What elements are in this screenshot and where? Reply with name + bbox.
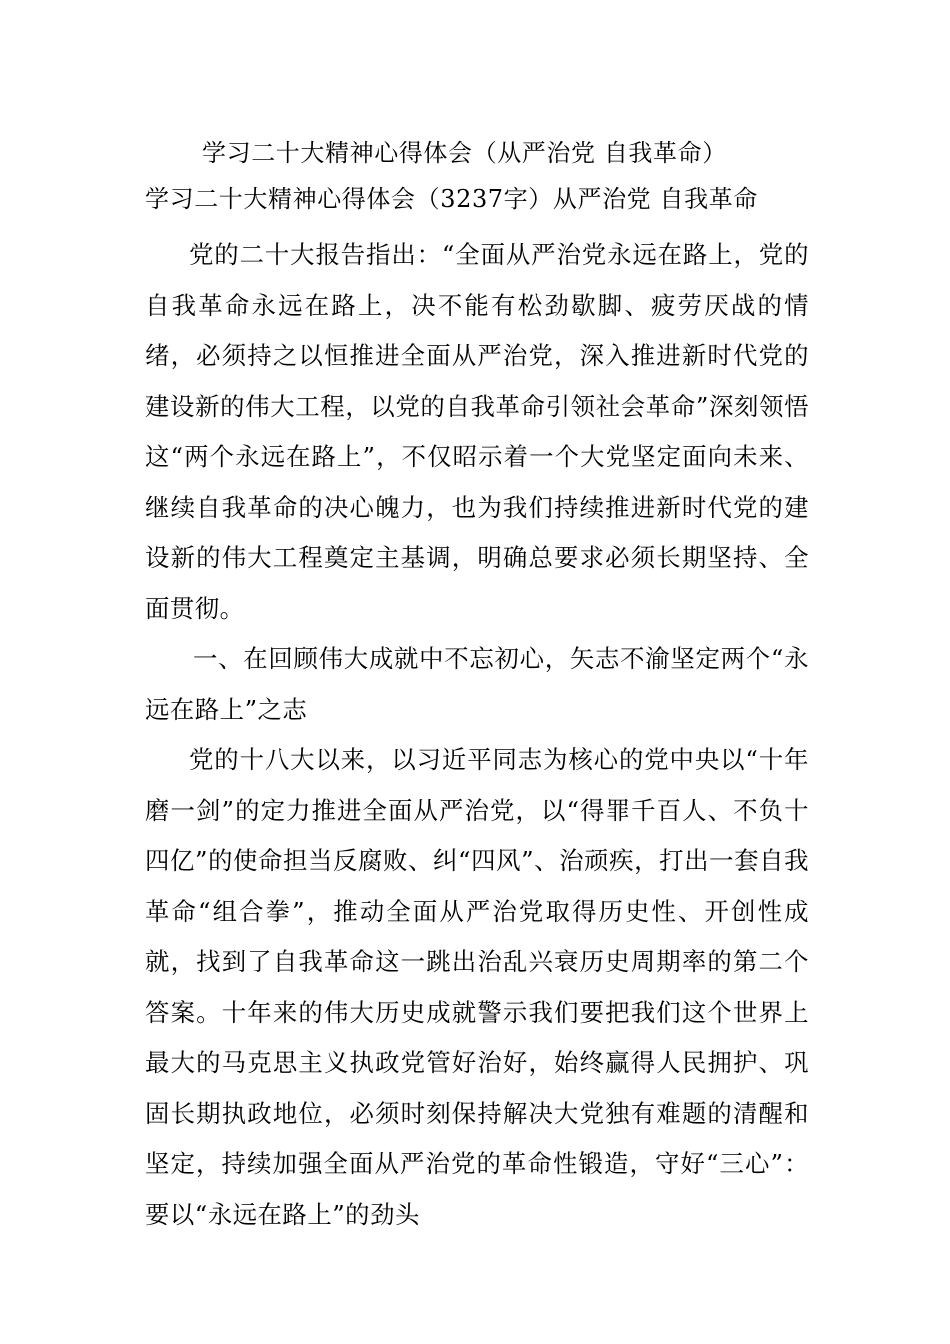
document-title: 学习二十大精神心得体会（从严治党 自我革命） — [202, 139, 727, 167]
paragraph-intro: 党的二十大报告指出：“全面从严治党永远在路上，党的自我革命永远在路上，决不能有松劲歇脚、疲劳厌战的情绪，必须持之以恒推进全面从严治党，深入推进新时代党的建设新的伟大工程，以党的自我革命引领社会革命”深刻领悟这“两个永远在路上”，不仅昭示着一个大党坚定面向未来、继续自我革命的决心魄力，也为我们持续推进新时代党的建设新的伟大工程奠定主基调，明确总要求必须长期坚持、全面贯彻。 — [145, 240, 809, 623]
paragraph-section-1: 党的十八大以来，以习近平同志为核心的党中央以“十年磨一剑”的定力推进全面从严治党，以“得罪千百人、不负十四亿”的使命担当反腐败、纠“四风”、治顽疾，打出一套自我革命“组合拳”，推动全面从严治党取得历史性、开创性成就，找到了自我革命这一跳出治乱兴衰历史周期率的第二个答案。十年来的伟大历史成就警示我们要把我们这个世界上最大的马克思主义执政党管好治好，始终赢得人民拥护、巩固长期执政地位，必须时刻保持解决大党独有难题的清醒和坚定，持续加强全面从严治党的革命性锻造，守好“三心”：要以“永远在路上”的劲头 — [145, 745, 809, 1229]
document-body — [145, 230, 809, 1240]
section-heading-1: 一、在回顾伟大成就中不忘初心，矢志不渝坚定两个“永远在路上”之志 — [145, 644, 809, 724]
document-subtitle: 学习二十大精神心得体会（3237字）从严治党 自我革命 — [145, 185, 758, 213]
